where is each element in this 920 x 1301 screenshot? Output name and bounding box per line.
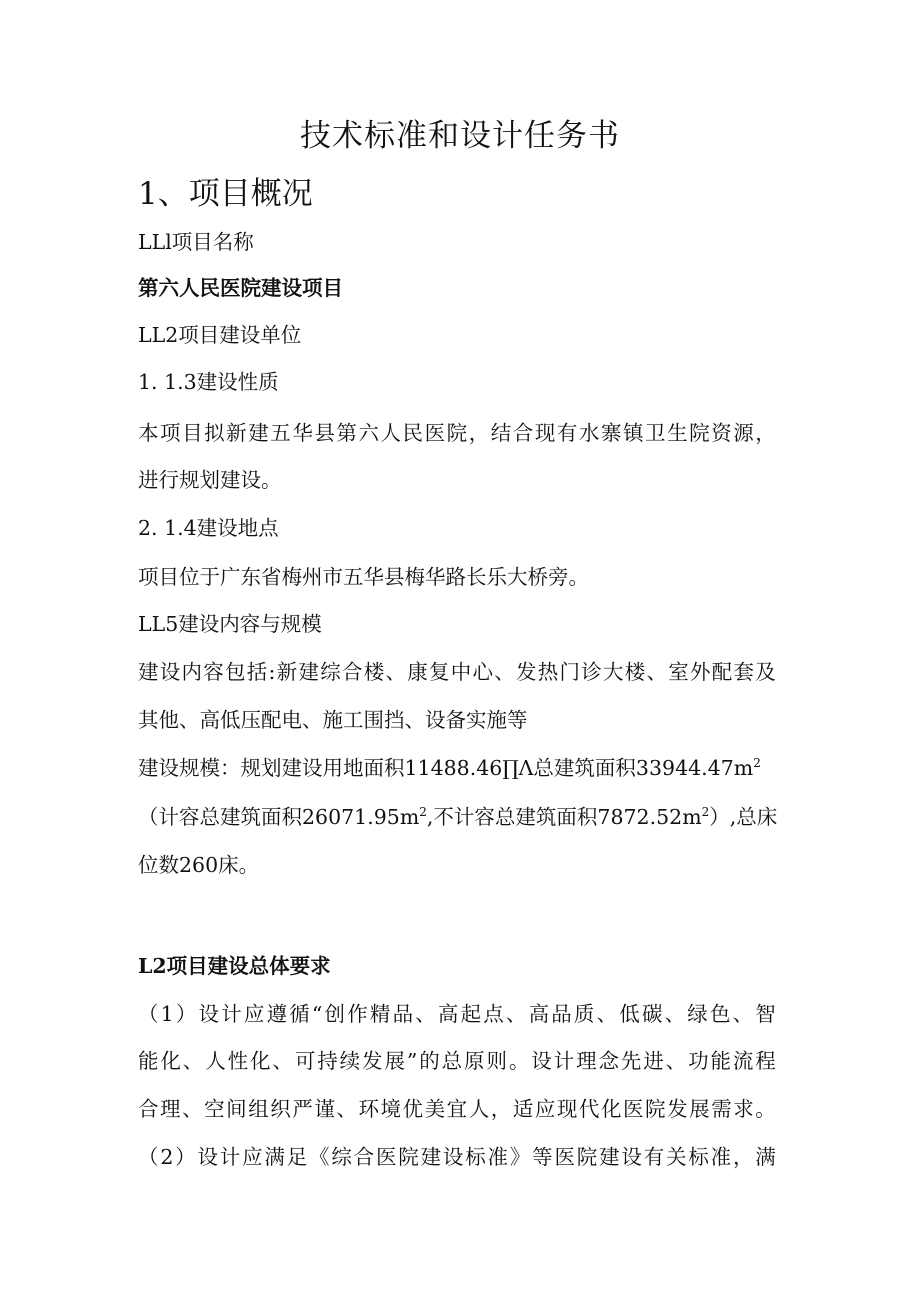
superscript-2: 2 xyxy=(419,805,427,820)
s1-1-label: LLl项目名称 xyxy=(138,230,254,254)
document-title: 技术标准和设计任务书 xyxy=(300,118,620,154)
s1-5-label: LL5建设内容与规模 xyxy=(138,612,322,636)
scale-text-a: 建设规模：规划建设用地面积11488.46∏Λ总建筑面积33944.47m xyxy=(138,756,754,780)
s1-4-label: 2. 1.4建设地点 xyxy=(138,516,279,540)
s1-5-content-line2: 其他、高低压配电、施工围挡、设备实施等 xyxy=(138,708,528,732)
s1-3-text-line2: 进行规划建设。 xyxy=(138,468,282,492)
s1-2-label: LL2项目建设单位 xyxy=(138,323,302,347)
s2-p1-line3: 合理、空间组织严谨、环境优美宜人，适应现代化医院发展需求。 xyxy=(138,1097,776,1121)
scale-text-d: ）,总床 xyxy=(709,805,778,829)
s2-p1-line2: 能化、人性化、可持续发展”的总原则。设计理念先进、功能流程 xyxy=(138,1049,776,1073)
s1-5-content-line1: 建设内容包括:新建综合楼、康复中心、发热门诊大楼、室外配套及 xyxy=(138,660,776,684)
project-name: 第六人民医院建设项目 xyxy=(138,276,343,300)
superscript-2: 2 xyxy=(701,805,710,820)
scale-text-b: （计容总建筑面积26071.95m xyxy=(138,805,420,829)
s1-3-text-line1: 本项目拟新建五华县第六人民医院，结合现有水寨镇卫生院资源， xyxy=(138,421,776,445)
scale-text-c: ,不计容总建筑面积7872.52m xyxy=(426,805,702,829)
s1-4-text: 项目位于广东省梅州市五华县梅华路长乐大桥旁。 xyxy=(138,565,589,589)
s1-5-scale-line3: 位数260床。 xyxy=(138,853,260,877)
s1-3-label: 1. 1.3建设性质 xyxy=(138,370,279,394)
section2-heading: L2项目建设总体要求 xyxy=(138,954,331,978)
s2-p2-line1: （2）设计应满足《综合医院建设标准》等医院建设有关标准，满 xyxy=(138,1145,776,1169)
s1-5-scale-line2 xyxy=(138,802,777,832)
superscript-2: 2 xyxy=(753,756,761,771)
s1-5-scale-line1 xyxy=(138,753,761,783)
s2-p1-line1: （1）设计应遵循“创作精品、高起点、高品质、低碳、绿色、智 xyxy=(138,1002,776,1026)
section1-heading: 1、项目概况 xyxy=(138,176,313,212)
